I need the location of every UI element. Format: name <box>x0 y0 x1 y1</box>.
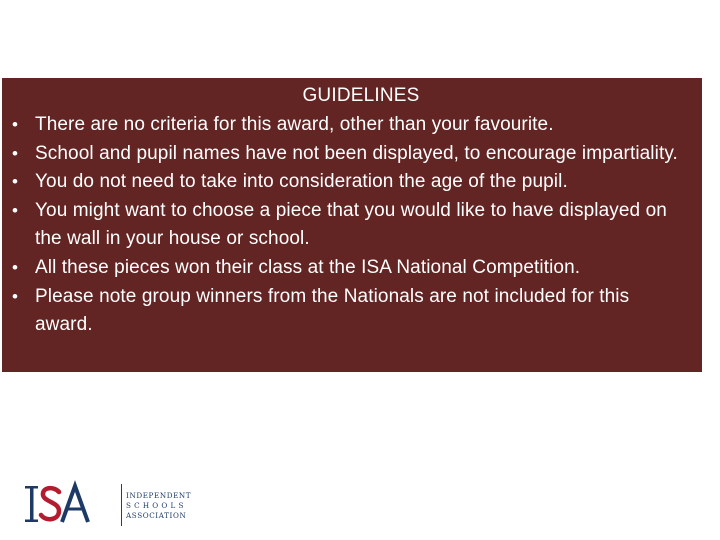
logo-line-independent: INDEPENDENT <box>126 491 192 500</box>
guideline-text-1: There are no criteria for this award, other than your favourite. <box>35 114 554 135</box>
logo-line-schools: SCHOOLS <box>126 501 187 510</box>
guidelines-list <box>12 111 690 340</box>
guidelines-title: GUIDELINES <box>302 85 420 106</box>
bullet-icon: • <box>12 115 19 134</box>
bullet-icon: • <box>12 143 19 163</box>
guidelines-box <box>2 78 702 372</box>
guideline-item-2 <box>12 140 690 169</box>
logo-line-association: ASSOCIATION <box>126 511 187 520</box>
guideline-text-6: Please note group winners from the Nationals are not included for this award. <box>35 285 630 336</box>
bullet-icon: • <box>12 172 19 192</box>
guideline-text-3: You do not need to take into consideration the age of the pupil. <box>35 171 568 193</box>
logo-divider <box>121 484 122 526</box>
guideline-text-5: All these pieces won their class at the ISA National Competition. <box>35 256 581 278</box>
guideline-item-6 <box>12 283 690 340</box>
isa-logo-mark-icon <box>22 478 102 534</box>
guideline-item-5 <box>12 254 690 283</box>
guideline-item-1 <box>12 111 690 140</box>
bullet-icon: • <box>12 200 19 220</box>
guideline-text-2: School and pupil names have not been displayed, to encourage impartiality. <box>35 142 678 164</box>
bullet-icon: • <box>12 286 19 306</box>
guideline-item-3 <box>12 168 690 197</box>
guideline-item-4 <box>12 197 690 254</box>
bullet-icon: • <box>12 257 19 277</box>
isa-logo <box>22 478 192 534</box>
logo-wordmark <box>126 491 206 521</box>
guideline-text-4: You might want to choose a piece that you would like to have displayed on the wall in your house or school. <box>35 199 667 250</box>
